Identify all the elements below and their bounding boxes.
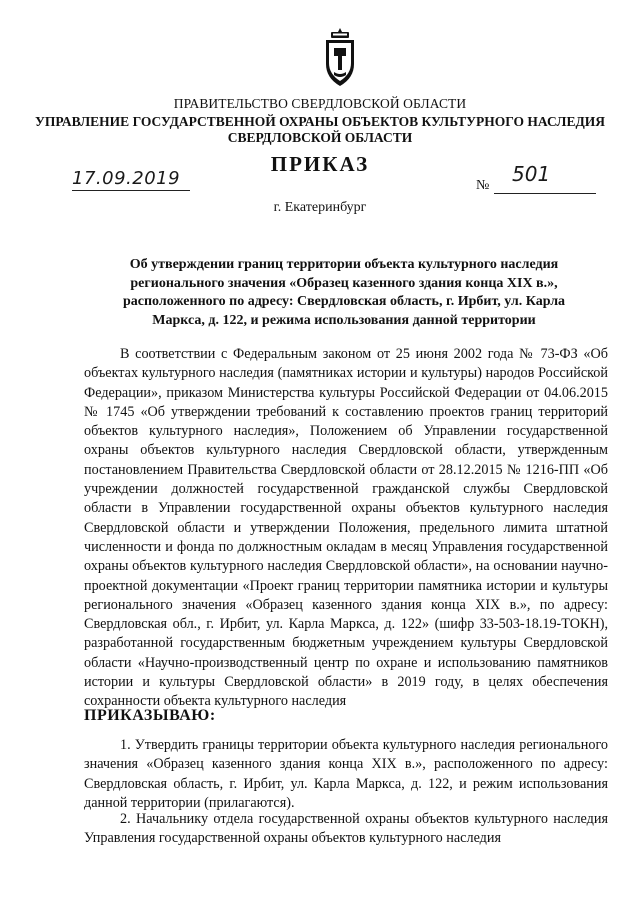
order-directive-heading: ПРИКАЗЫВАЮ: <box>84 707 216 724</box>
document-type: ПРИКАЗ <box>270 152 370 176</box>
order-item-2: 2. Начальнику отдела государственной охраны объектов культурного наследия Управления государственной охраны объектов культурного наследия <box>84 811 608 847</box>
city: г. Екатеринбург <box>273 200 367 215</box>
order-number: 501 <box>512 162 551 186</box>
coat-of-arms-icon <box>322 26 358 90</box>
government-name: ПРАВИТЕЛЬСТВО СВЕРДЛОВСКОЙ ОБЛАСТИ <box>173 96 467 111</box>
preamble-paragraph: В соответствии с Федеральным законом от 25 июня 2002 года № 73-ФЗ «Об объектах культурного наследия (памятниках истории и культуры) народов Российской Федерации», приказом Министерства культуры Российской Федерации от 04.06.2015 № 1745 «Об утверждении требований к составлению проектов границ территорий объектов культурного наследия», Положением об Управлении государственной охраны объектов культурного наследия Свердловской области, утвержденным постановлением Правительства Свердловской области от 28.12.2015 № 1216-ПП «Об учреждении должностей государственной гражданской службы Свердловской области в Управлении государственной охраны объектов культурного наследия Свердловской области и утверждении Положения, предельного лимита штатной численности и фонда по должностным окладам в месяц Управления государственной охраны объектов культурного наследия Свердловской области», на основании научно-проектной документации «Проект границ территории памятника истории и культуры регионального значения «Образец казенного здания конца XIX в.», по адресу: Свердловская обл., г. Ирбит, ул. Карла Маркса, д. 122» (шифр 33-503-18.19-ТОКН), разработанной государственным бюджетным учреждением культуры Свердловской области «Научно-производственный центр по охране и использованию памятников истории и культуры Свердловской области» в 2019 году, в целях обеспечения сохранности объекта культурного наследия <box>84 346 608 710</box>
order-date: 17.09.2019 <box>72 168 190 191</box>
order-number-line <box>494 193 596 194</box>
order-number-label: № <box>476 178 490 193</box>
order-item-1: 1. Утвердить границы территории объекта культурного наследия регионального значения «Образец казенного здания конца XIX в.», расположенного по адресу: Свердловская область, г. Ирбит, ул. Карла Маркса, д. 122, и режим использования данной территории (прилагаются). <box>84 737 608 811</box>
order-subject: Об утверждении границ территории объекта культурного наследия регионального значения «Образец казенного здания конца XIX в.», расположенного по адресу: Свердловская область, г. Ирбит, ул. Карла Маркса, д. 122, и режима использования данной территории <box>122 257 566 328</box>
department-name: УПРАВЛЕНИЕ ГОСУДАРСТВЕННОЙ ОХРАНЫ ОБЪЕКТОВ КУЛЬТУРНОГО НАСЛЕДИЯ СВЕРДЛОВСКОЙ ОБЛАСТИ <box>34 114 606 145</box>
